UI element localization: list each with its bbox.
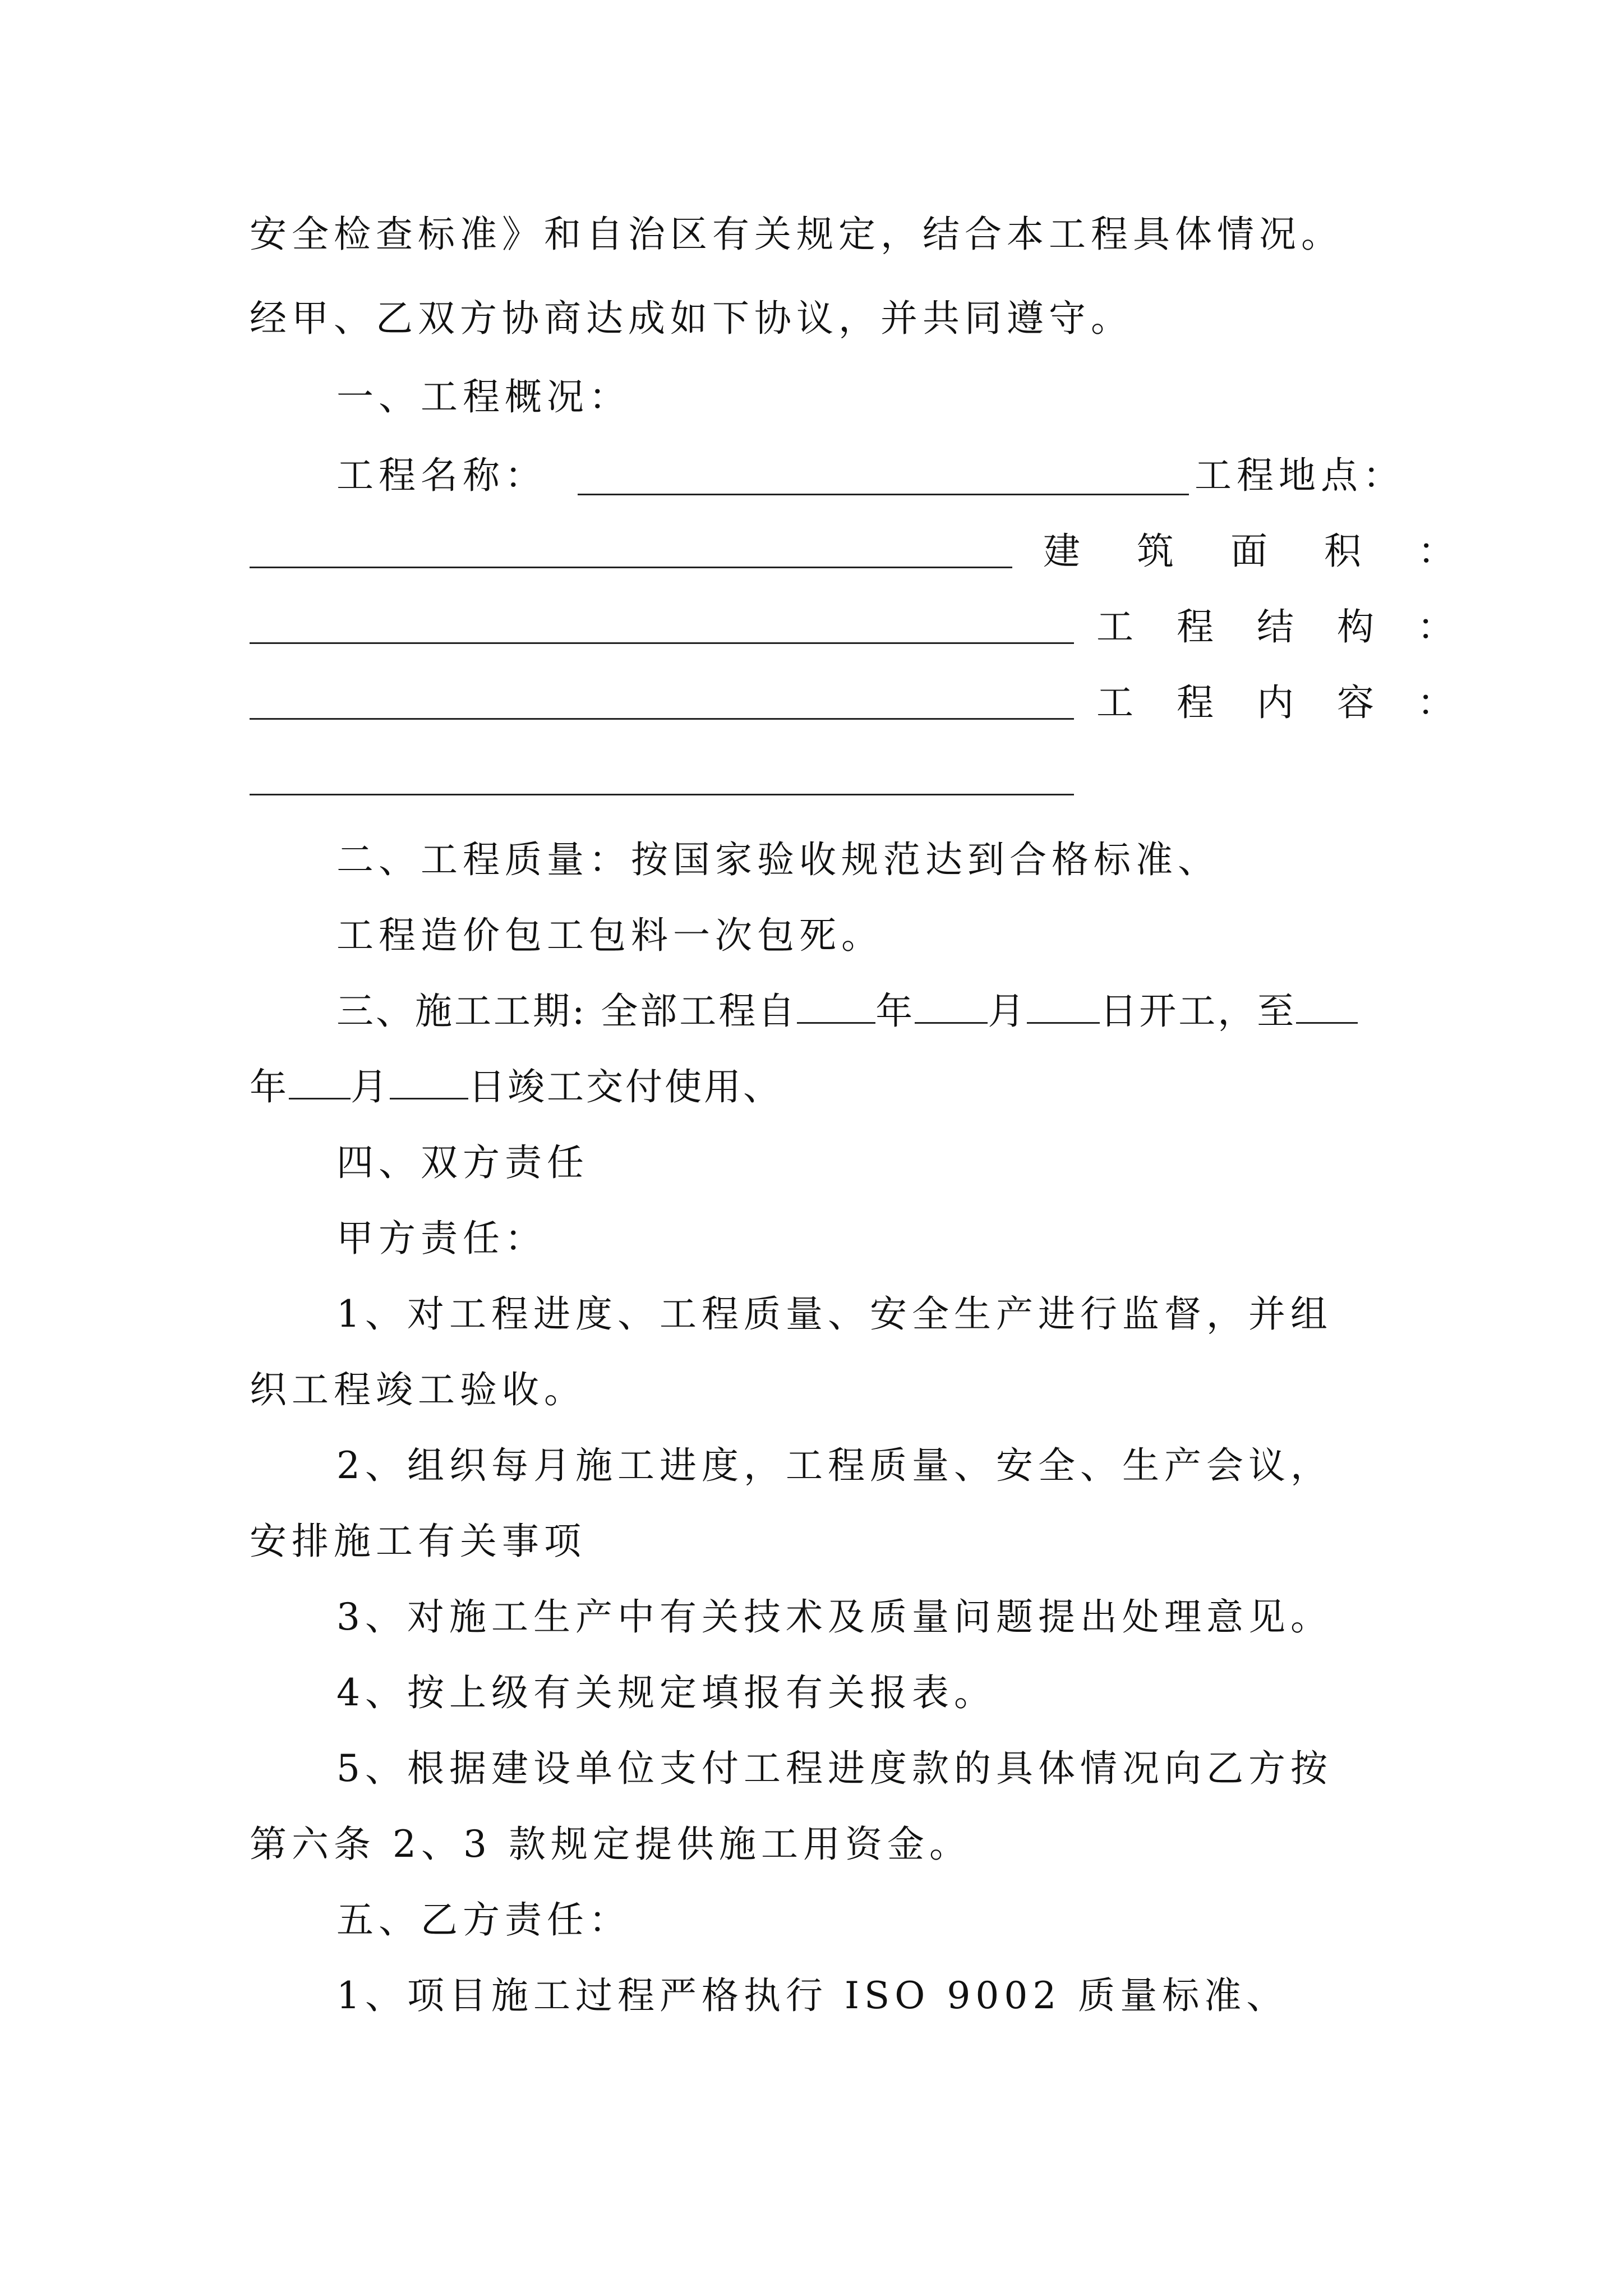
project-name-label: 工程名称： xyxy=(336,454,547,497)
list-item: 5、根据建设单位支付工程进度款的具体情况向乙方按 xyxy=(336,1747,1332,1790)
section-heading: 四、双方责任 xyxy=(336,1141,589,1184)
year-blank xyxy=(1296,986,1358,1024)
section-heading: 一、工程概况： xyxy=(336,375,631,418)
list-item: 2、组织每月施工进度，工程质量、安全、生产会议， xyxy=(336,1444,1332,1487)
list-item: 1、对工程进度、工程质量、安全生产进行监督，并组 xyxy=(336,1292,1332,1336)
content-blank xyxy=(250,794,1074,795)
building-area-blank xyxy=(250,642,1074,644)
paragraph-line: 工程造价包工包料一次包死。 xyxy=(336,914,883,957)
project-location-label: 工程地点： xyxy=(1195,454,1405,497)
section-heading: 五、乙方责任： xyxy=(336,1898,631,1941)
day-blank xyxy=(1027,986,1100,1024)
schedule-text: 三、施工工期: 全部工程自 xyxy=(336,990,797,1033)
month-text: 月 xyxy=(351,1065,390,1108)
list-item: 4、按上级有关规定填报有关报表。 xyxy=(336,1671,996,1714)
building-area-label: 建 筑 面 积 ： xyxy=(1043,530,1477,573)
month-text: 月 xyxy=(988,990,1027,1033)
month-blank xyxy=(915,986,988,1024)
sub-heading: 甲方责任： xyxy=(336,1217,547,1260)
year-text: 年 xyxy=(875,990,915,1033)
day-blank xyxy=(390,1062,468,1099)
paragraph-line: 安全检查标准》和自治区有关规定，结合本工程具体情况。 xyxy=(250,213,1343,256)
schedule-line-1 xyxy=(336,984,1481,1038)
project-location-blank xyxy=(250,567,1012,568)
list-item: 3、对施工生产中有关技术及质量问题提出处理意见。 xyxy=(336,1595,1332,1639)
list-item-cont: 织工程竣工验收。 xyxy=(250,1368,586,1411)
list-item: 1、项目施工过程严格执行 ISO 9002 质量标准、 xyxy=(336,1974,1289,2017)
project-name-blank xyxy=(578,494,1189,495)
year-blank xyxy=(797,986,875,1024)
day-text: 日竣工交付使用、 xyxy=(468,1065,782,1108)
month-blank xyxy=(289,1062,351,1099)
structure-label: 工 程 结 构 ： xyxy=(1096,605,1470,648)
list-item-cont: 安排施工有关事项 xyxy=(250,1520,586,1563)
structure-blank xyxy=(250,718,1074,720)
day-text: 日开工，至 xyxy=(1100,990,1297,1033)
list-item-cont: 第六条 2、3 款规定提供施工用资金。 xyxy=(250,1823,971,1866)
paragraph-line: 经甲、乙双方协商达成如下协议，并共同遵守。 xyxy=(250,297,1133,340)
schedule-line-2 xyxy=(250,1060,1394,1114)
content-label: 工 程 内 容 ： xyxy=(1096,681,1470,724)
year-text: 年 xyxy=(250,1065,289,1108)
section-heading: 二、工程质量：按国家验收规范达到合格标准、 xyxy=(336,838,1220,881)
